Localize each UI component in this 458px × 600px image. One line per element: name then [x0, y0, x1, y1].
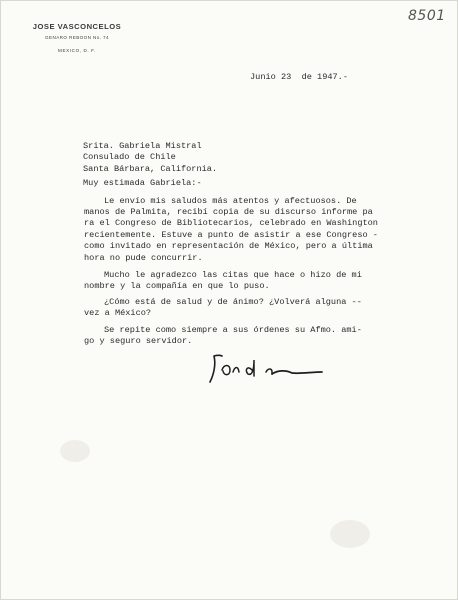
- salutation: Muy estimada Gabriela:-: [83, 178, 202, 188]
- paragraph-1-body: manos de Palmita, recibí copia de su discurso informe pa ra el Congreso de Bibliotecarios, celebrado en Washington recientemente. Estuve a punto de asistir a ese Congreso - como invitado en representación de México, pero a última hora no pude concurrir.: [84, 207, 378, 263]
- recipient-block: [83, 141, 217, 175]
- paper-stain: [60, 440, 90, 462]
- archive-number: 8501: [408, 8, 446, 24]
- paragraph-1-first-line: Le envío mis saludos más atentos y afectuosos. De: [104, 196, 357, 206]
- letterhead-address: GENARO REBOON No. 74: [45, 35, 109, 40]
- paragraph-3-body: vez a México?: [84, 308, 152, 318]
- letterhead-name: JOSE VASCONCELOS: [32, 22, 122, 31]
- paragraph-4-body: go y seguro servidor.: [84, 336, 193, 346]
- recipient-line: Santa Bárbara, California.: [83, 163, 218, 174]
- paragraph-2-first-line: Mucho le agradezco las citas que hace o hizo de mi: [104, 270, 362, 280]
- paragraph-4-first-line: Se repite como siempre a sus órdenes su Afmo. ami-: [104, 325, 362, 335]
- paragraph-2-body: nombre y la compañía en que lo puso.: [84, 281, 270, 291]
- recipient-line: Srita. Gabriela Mistral: [83, 141, 202, 151]
- letterhead: [22, 22, 132, 53]
- paper-stain: [330, 520, 370, 548]
- recipient-line: Consulado de Chile: [83, 152, 176, 163]
- letterhead-city: MEXICO, D. F.: [58, 48, 96, 53]
- handwritten-signature: [208, 350, 328, 386]
- letter-date: Junio 23 de 1947.-: [250, 72, 348, 82]
- paragraph-3-first-line: ¿Cómo está de salud y de ánimo? ¿Volverá alguna --: [104, 297, 362, 307]
